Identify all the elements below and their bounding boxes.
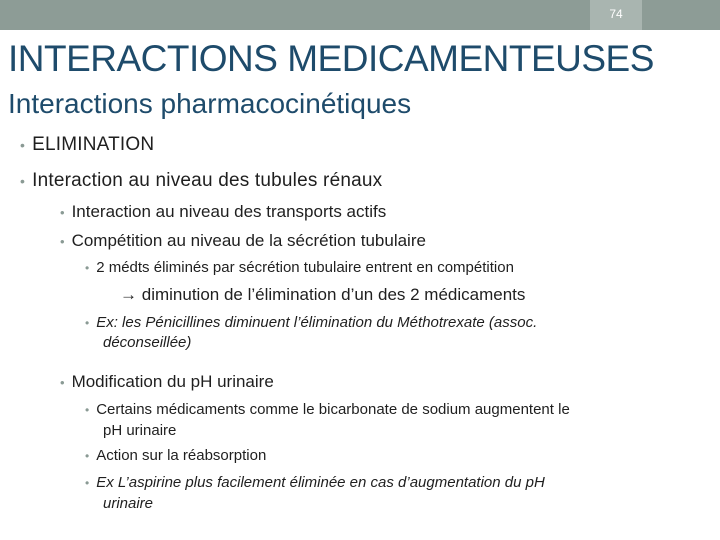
bullet-medts [85, 259, 514, 276]
slide-subtitle: Interactions pharmacocinétiques [8, 88, 412, 119]
arrow-icon: → [120, 285, 137, 304]
bullet-marker: • [85, 476, 90, 490]
page-number: 74 [609, 7, 623, 21]
bullet-text: diminution de l’élimination d’un des 2 médicaments [141, 285, 526, 304]
bullet-marker: • [20, 173, 26, 189]
bullet-text: Ex L’aspirine plus facilement éliminée en cas d’augmentation du pH [96, 474, 545, 491]
bullet-marker: • [20, 137, 26, 153]
bullet-text: 2 médts éliminés par sécrétion tubulaire entrent en compétition [96, 259, 514, 276]
bullet-marker: • [85, 261, 90, 275]
bullet-text: Certains médicaments comme le bicarbonate de sodium augmentent le [96, 401, 570, 418]
bullet-marker: • [60, 375, 65, 390]
bullet-marker: • [85, 449, 90, 463]
bullet-example-penicillines [85, 314, 537, 331]
slide-title: INTERACTIONS MEDICAMENTEUSES [8, 38, 654, 79]
bullet-bicarbonate-cont: pH urinaire [103, 422, 177, 439]
bullet-text: Compétition au niveau de la sécrétion tubulaire [71, 231, 426, 250]
bullet-reabsorption [85, 447, 266, 464]
bullet-bicarbonate [85, 401, 570, 418]
bullet-text: Modification du pH urinaire [71, 372, 274, 391]
bullet-marker: • [85, 316, 90, 330]
bullet-text: Interaction au niveau des tubules rénaux [32, 170, 383, 191]
bullet-ph [60, 372, 274, 392]
bullet-text: Interaction au niveau des transports actifs [71, 202, 387, 221]
bullet-tubules [20, 170, 382, 192]
bullet-example-aspirine [85, 474, 545, 491]
bullet-marker: • [60, 234, 65, 249]
bullet-text: Action sur la réabsorption [96, 447, 267, 464]
bullet-marker: • [85, 403, 90, 417]
bullet-transports [60, 202, 386, 222]
arrow-diminution [120, 285, 525, 305]
bullet-example-aspirine-cont: urinaire [103, 495, 154, 512]
bullet-marker: • [60, 205, 65, 220]
bullet-competition [60, 231, 426, 251]
bullet-text: Ex: les Pénicillines diminuent l’élimination du Méthotrexate (assoc. [96, 314, 538, 331]
bullet-text: ELIMINATION [32, 134, 155, 155]
bullet-example-penicillines-cont: déconseillée) [103, 334, 192, 351]
bullet-elimination [20, 134, 154, 156]
